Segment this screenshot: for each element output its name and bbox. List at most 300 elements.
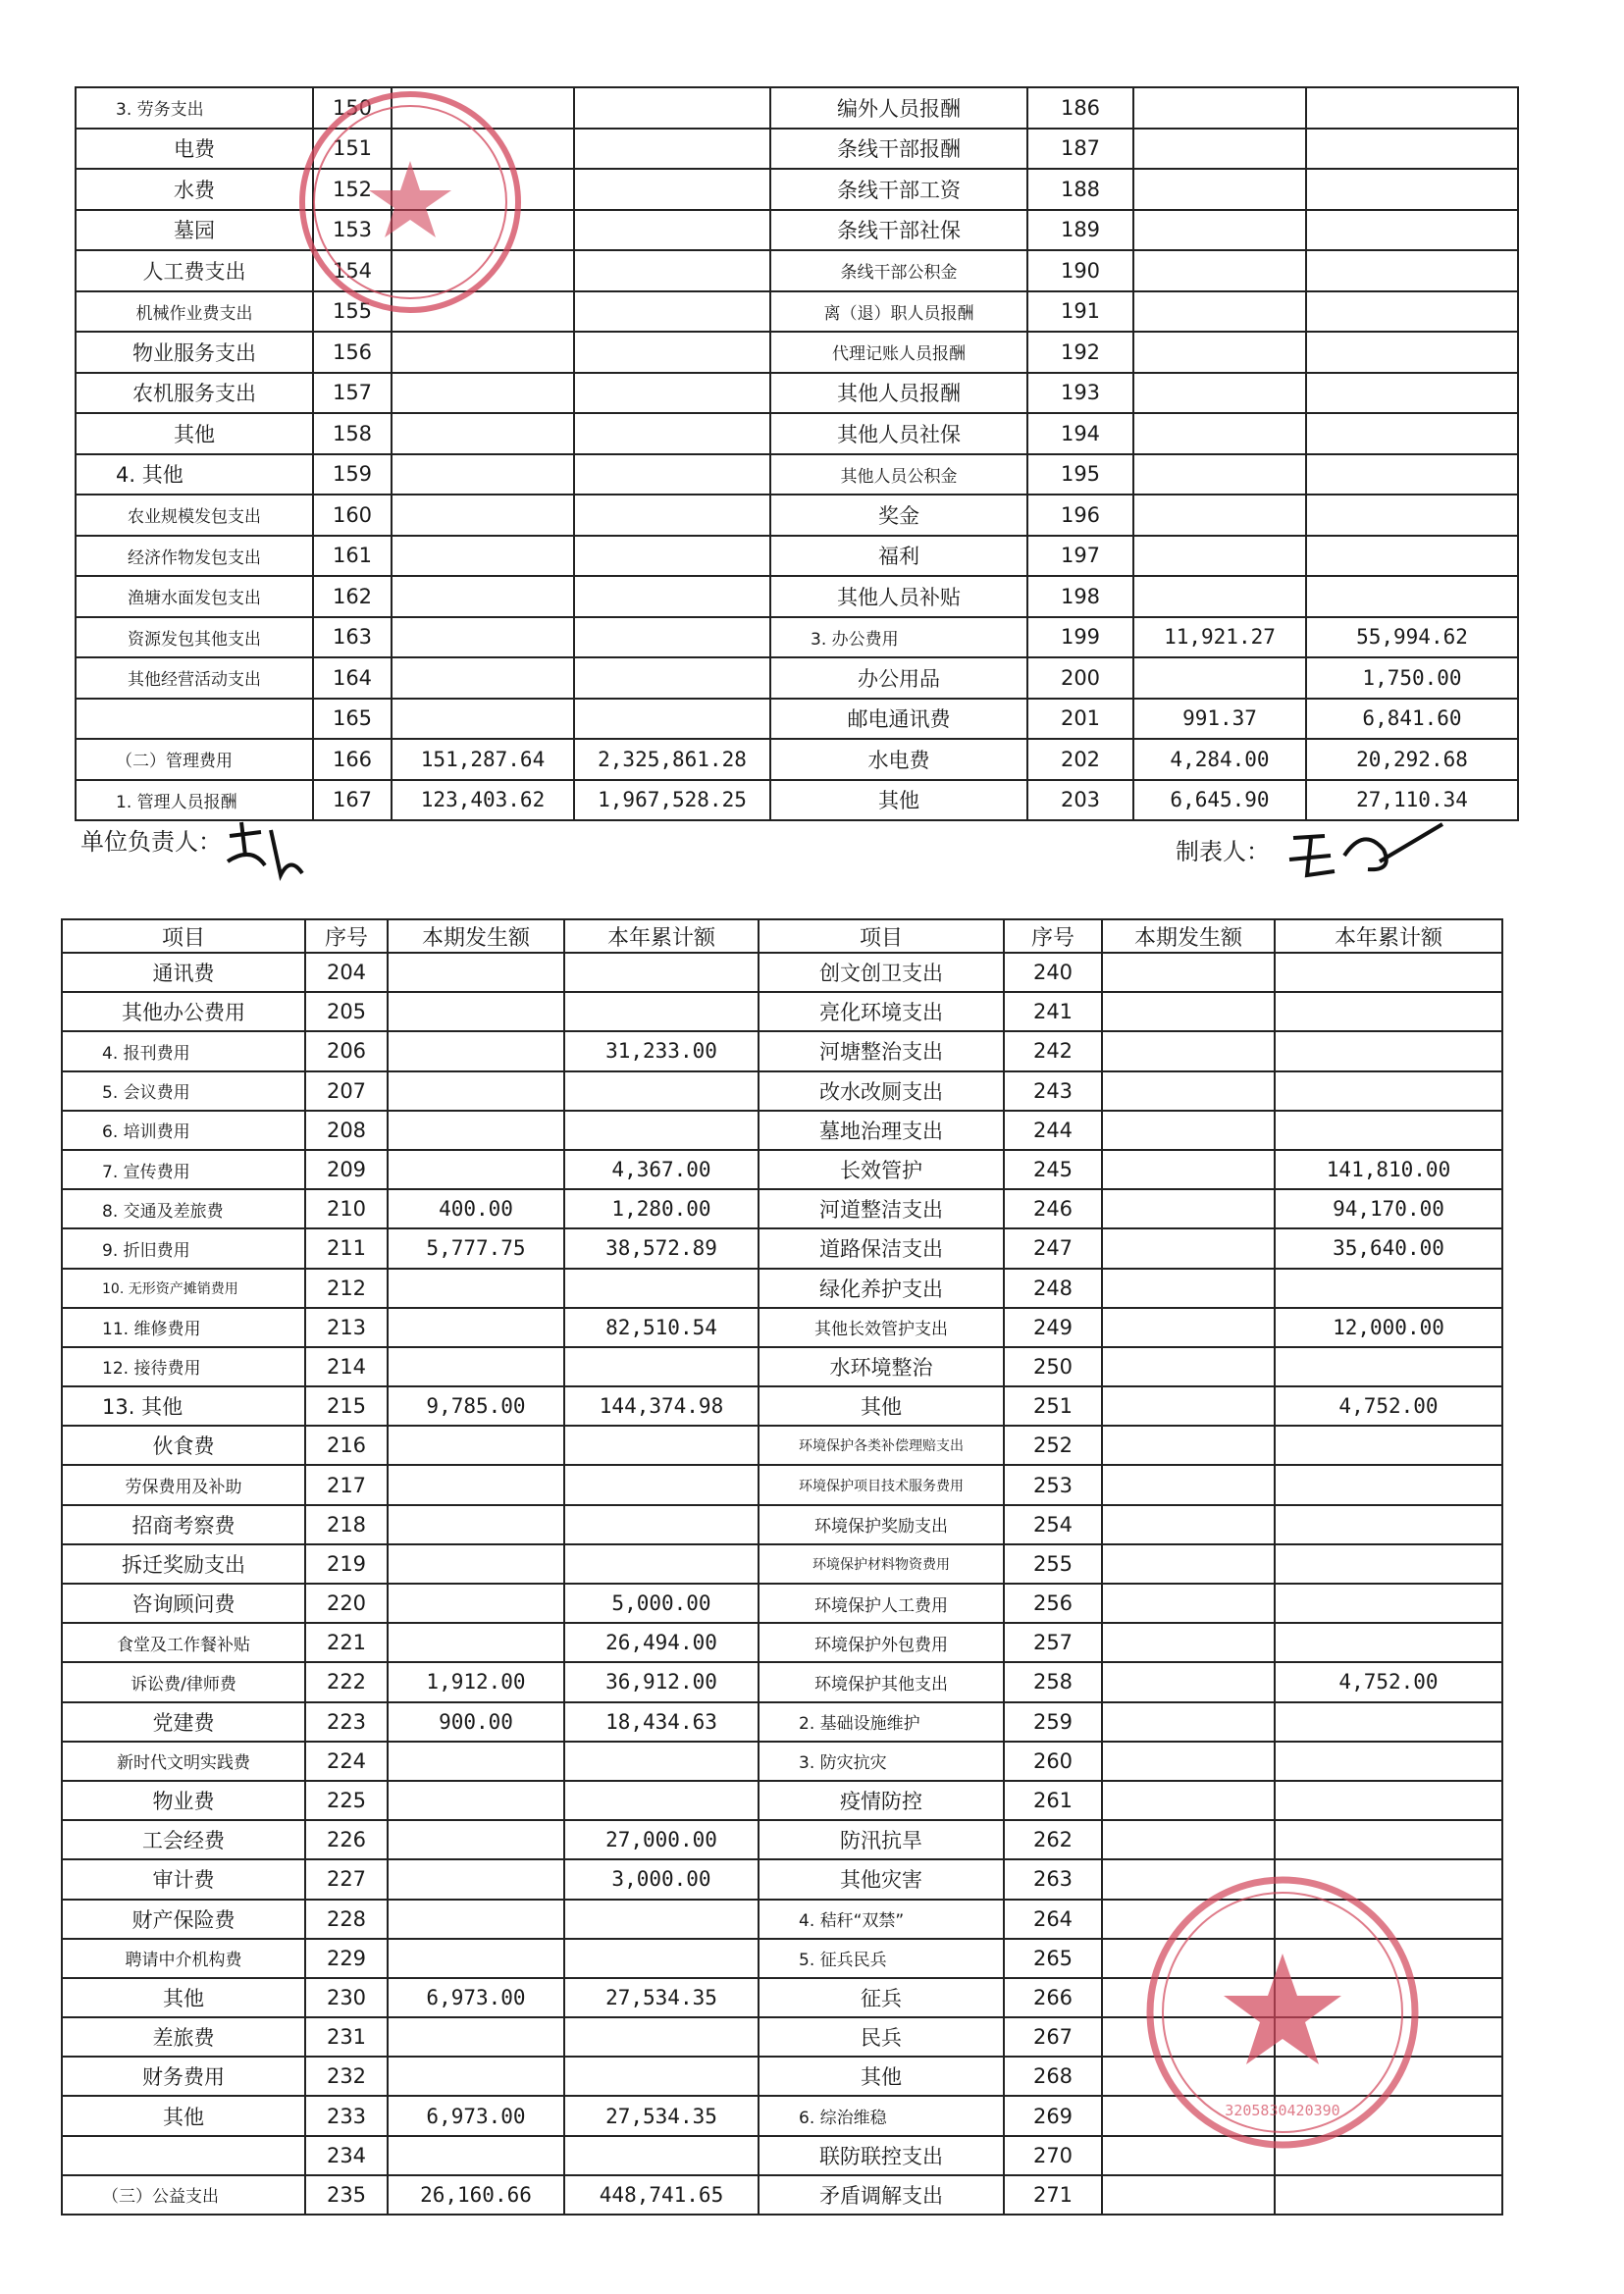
cell-period-amount-right — [1133, 87, 1306, 129]
cell-ytd-amount — [564, 1426, 759, 1465]
cell-period-amount-right — [1133, 291, 1306, 333]
cell-period-amount — [388, 1308, 564, 1347]
cell-ytd-amount: 5,000.00 — [564, 1584, 759, 1623]
cell-period-amount-right — [1102, 1308, 1275, 1347]
cell-ytd-amount-right — [1306, 169, 1518, 210]
cell-ytd-amount — [574, 291, 770, 333]
cell-period-amount-right — [1102, 1071, 1275, 1111]
cell-ytd-amount-right: 141,810.00 — [1275, 1150, 1502, 1189]
cell-item-right: 亮化环境支出 — [759, 992, 1004, 1031]
cell-seq: 221 — [305, 1623, 388, 1662]
cell-item-right: 奖金 — [770, 495, 1027, 536]
table-row — [62, 1426, 1502, 1465]
cell-seq-right: 244 — [1004, 1111, 1102, 1150]
cell-ytd-amount-right — [1275, 953, 1502, 992]
cell-seq: 214 — [305, 1347, 388, 1386]
cell-ytd-amount-right — [1306, 87, 1518, 129]
cell-ytd-amount-right — [1306, 332, 1518, 373]
cell-seq-right: 261 — [1004, 1781, 1102, 1820]
cell-seq-right: 250 — [1004, 1347, 1102, 1386]
table-row — [62, 1465, 1502, 1504]
cell-period-amount — [388, 1150, 564, 1189]
cell-seq-right: 259 — [1004, 1702, 1102, 1742]
cell-seq-right: 264 — [1004, 1900, 1102, 1939]
cell-period-amount-right — [1133, 129, 1306, 170]
cell-seq-right: 190 — [1027, 250, 1133, 291]
cell-seq-right: 251 — [1004, 1386, 1102, 1426]
table-row — [76, 413, 1518, 454]
table-row — [62, 992, 1502, 1031]
cell-seq: 204 — [305, 953, 388, 992]
cell-item-right: 5. 征兵民兵 — [759, 1939, 1004, 1978]
cell-item-right: 矛盾调解支出 — [759, 2175, 1004, 2215]
cell-ytd-amount-right — [1275, 1347, 1502, 1386]
cell-item-right: 环境保护各类补偿理赔支出 — [759, 1426, 1004, 1465]
cell-ytd-amount — [574, 536, 770, 577]
cell-period-amount-right — [1102, 1269, 1275, 1308]
cell-ytd-amount — [574, 169, 770, 210]
cell-ytd-amount-right — [1275, 992, 1502, 1031]
table-row — [76, 617, 1518, 658]
cell-item: 诉讼费/律师费 — [62, 1662, 305, 1701]
cell-item: 伙食费 — [62, 1426, 305, 1465]
cell-ytd-amount: 31,233.00 — [564, 1031, 759, 1070]
cell-ytd-amount-right: 12,000.00 — [1275, 1308, 1502, 1347]
cell-item: 通讯费 — [62, 953, 305, 992]
cell-seq: 224 — [305, 1742, 388, 1781]
cell-item-right: 2. 基础设施维护 — [759, 1702, 1004, 1742]
cell-ytd-amount: 3,000.00 — [564, 1859, 759, 1899]
cell-item-right: 邮电通讯费 — [770, 699, 1027, 740]
cell-seq-right: 258 — [1004, 1662, 1102, 1701]
cell-ytd-amount — [574, 657, 770, 699]
cell-ytd-amount-right: 4,752.00 — [1275, 1662, 1502, 1701]
cell-ytd-amount — [564, 1071, 759, 1111]
cell-item: 其他经营活动支出 — [76, 657, 313, 699]
cell-seq-right: 268 — [1004, 2057, 1102, 2096]
cell-item-right: 4. 秸秆“双禁” — [759, 1900, 1004, 1939]
header-item-right: 项目 — [759, 919, 1004, 953]
table-row — [62, 1820, 1502, 1859]
cell-item-right: 6. 综治维稳 — [759, 2096, 1004, 2135]
cell-period-amount-right — [1102, 1189, 1275, 1228]
cell-item-right: 绿化养护支出 — [759, 1269, 1004, 1308]
cell-seq: 165 — [313, 699, 392, 740]
cell-item-right: 编外人员报酬 — [770, 87, 1027, 129]
cell-period-amount — [388, 1939, 564, 1978]
cell-item: 水费 — [76, 169, 313, 210]
cell-item: 党建费 — [62, 1702, 305, 1742]
cell-seq: 231 — [305, 2017, 388, 2057]
cell-period-amount-right — [1102, 1465, 1275, 1504]
cell-item-right: 环境保护材料物资费用 — [759, 1544, 1004, 1584]
cell-ytd-amount-right — [1275, 1269, 1502, 1308]
cell-item: 其他办公费用 — [62, 992, 305, 1031]
cell-seq: 157 — [313, 373, 392, 414]
cell-ytd-amount-right — [1306, 454, 1518, 495]
cell-ytd-amount-right: 27,110.34 — [1306, 780, 1518, 821]
cell-ytd-amount — [564, 992, 759, 1031]
cell-seq-right: 263 — [1004, 1859, 1102, 1899]
cell-item-right: 条线干部公积金 — [770, 250, 1027, 291]
cell-seq-right: 187 — [1027, 129, 1133, 170]
cell-period-amount: 26,160.66 — [388, 2175, 564, 2215]
cell-seq-right: 255 — [1004, 1544, 1102, 1584]
cell-seq-right: 249 — [1004, 1308, 1102, 1347]
cell-ytd-amount: 144,374.98 — [564, 1386, 759, 1426]
cell-period-amount — [388, 1465, 564, 1504]
cell-seq: 167 — [313, 780, 392, 821]
cell-item: 审计费 — [62, 1859, 305, 1899]
cell-period-amount: 5,777.75 — [388, 1228, 564, 1268]
cell-period-amount — [392, 373, 574, 414]
cell-ytd-amount — [564, 1900, 759, 1939]
cell-period-amount-right — [1102, 1584, 1275, 1623]
cell-period-amount — [392, 454, 574, 495]
cell-ytd-amount-right — [1306, 576, 1518, 617]
cell-seq: 211 — [305, 1228, 388, 1268]
header-period-amount-right: 本期发生额 — [1102, 919, 1275, 953]
cell-item: 经济作物发包支出 — [76, 536, 313, 577]
cell-period-amount-right — [1102, 992, 1275, 1031]
cell-period-amount-right — [1102, 1111, 1275, 1150]
cell-ytd-amount — [564, 2057, 759, 2096]
preparer-label: 制表人： — [1176, 838, 1270, 865]
cell-ytd-amount — [564, 1544, 759, 1584]
cell-ytd-amount — [574, 576, 770, 617]
cell-ytd-amount-right: 20,292.68 — [1306, 739, 1518, 780]
cell-seq-right: 256 — [1004, 1584, 1102, 1623]
cell-item: （三）公益支出 — [62, 2175, 305, 2215]
cell-item-right: 墓地治理支出 — [759, 1111, 1004, 1150]
cell-ytd-amount — [564, 953, 759, 992]
cell-period-amount-right: 11,921.27 — [1133, 617, 1306, 658]
cell-period-amount: 123,403.62 — [392, 780, 574, 821]
cell-item-right: 疫情防控 — [759, 1781, 1004, 1820]
cell-ytd-amount: 2,325,861.28 — [574, 739, 770, 780]
cell-ytd-amount-right — [1306, 495, 1518, 536]
table-row — [62, 1662, 1502, 1701]
cell-ytd-amount: 27,000.00 — [564, 1820, 759, 1859]
cell-seq-right: 267 — [1004, 2017, 1102, 2057]
top-table — [75, 86, 1519, 821]
cell-period-amount — [392, 332, 574, 373]
cell-seq: 232 — [305, 2057, 388, 2096]
cell-period-amount: 9,785.00 — [388, 1386, 564, 1426]
cell-item: 农机服务支出 — [76, 373, 313, 414]
cell-seq: 207 — [305, 1071, 388, 1111]
cell-item: 食堂及工作餐补贴 — [62, 1623, 305, 1662]
cell-ytd-amount — [574, 413, 770, 454]
cell-item-right: 条线干部社保 — [770, 210, 1027, 251]
cell-item: 工会经费 — [62, 1820, 305, 1859]
cell-item — [62, 2136, 305, 2175]
cell-item: 9. 折旧费用 — [62, 1228, 305, 1268]
cell-seq: 217 — [305, 1465, 388, 1504]
cell-period-amount — [392, 413, 574, 454]
cell-period-amount — [388, 1584, 564, 1623]
table-row — [76, 332, 1518, 373]
cell-seq-right: 262 — [1004, 1820, 1102, 1859]
cell-seq-right: 193 — [1027, 373, 1133, 414]
cell-seq: 226 — [305, 1820, 388, 1859]
cell-period-amount-right — [1133, 413, 1306, 454]
cell-item: 劳保费用及补助 — [62, 1465, 305, 1504]
cell-item-right: 环境保护奖励支出 — [759, 1505, 1004, 1544]
cell-seq: 158 — [313, 413, 392, 454]
cell-item: 4. 报刊费用 — [62, 1031, 305, 1070]
cell-seq-right: 196 — [1027, 495, 1133, 536]
cell-period-amount: 6,973.00 — [388, 2096, 564, 2135]
table-row — [76, 699, 1518, 740]
cell-seq: 150 — [313, 87, 392, 129]
cell-seq-right: 254 — [1004, 1505, 1102, 1544]
cell-item-right: 3. 防灾抗灾 — [759, 1742, 1004, 1781]
cell-seq: 208 — [305, 1111, 388, 1150]
cell-ytd-amount — [564, 1347, 759, 1386]
cell-item: 渔塘水面发包支出 — [76, 576, 313, 617]
cell-item-right: 福利 — [770, 536, 1027, 577]
cell-seq-right: 202 — [1027, 739, 1133, 780]
table-row — [62, 1111, 1502, 1150]
cell-ytd-amount — [574, 495, 770, 536]
cell-seq: 219 — [305, 1544, 388, 1584]
cell-ytd-amount-right — [1306, 373, 1518, 414]
cell-period-amount-right — [1102, 1228, 1275, 1268]
cell-item-right: 其他人员报酬 — [770, 373, 1027, 414]
table-row — [76, 495, 1518, 536]
cell-seq-right: 252 — [1004, 1426, 1102, 1465]
cell-item: 8. 交通及差旅费 — [62, 1189, 305, 1228]
cell-seq-right: 243 — [1004, 1071, 1102, 1111]
cell-ytd-amount — [574, 617, 770, 658]
header-item: 项目 — [62, 919, 305, 953]
cell-seq: 213 — [305, 1308, 388, 1347]
cell-item-right: 其他 — [759, 2057, 1004, 2096]
cell-period-amount-right — [1133, 536, 1306, 577]
cell-ytd-amount: 1,967,528.25 — [574, 780, 770, 821]
cell-ytd-amount-right — [1306, 250, 1518, 291]
cell-seq-right: 246 — [1004, 1189, 1102, 1228]
unit-head-signature — [222, 816, 310, 885]
cell-period-amount-right: 6,645.90 — [1133, 780, 1306, 821]
table-row — [62, 1742, 1502, 1781]
table-row — [76, 739, 1518, 780]
table-row — [76, 536, 1518, 577]
cell-ytd-amount — [564, 1269, 759, 1308]
cell-period-amount: 151,287.64 — [392, 739, 574, 780]
cell-item: 财产保险费 — [62, 1900, 305, 1939]
table-row — [62, 1031, 1502, 1070]
cell-seq: 233 — [305, 2096, 388, 2135]
cell-item: 13. 其他 — [62, 1386, 305, 1426]
table-row — [62, 1150, 1502, 1189]
cell-seq-right: 260 — [1004, 1742, 1102, 1781]
cell-item-right: 环境保护外包费用 — [759, 1623, 1004, 1662]
village-supervision-seal — [1140, 1870, 1425, 2155]
cell-item-right: 环境保护人工费用 — [759, 1584, 1004, 1623]
cell-ytd-amount-right: 1,750.00 — [1306, 657, 1518, 699]
cell-seq-right: 269 — [1004, 2096, 1102, 2135]
cell-ytd-amount-right — [1275, 1031, 1502, 1070]
table-row — [62, 1228, 1502, 1268]
cell-seq: 220 — [305, 1584, 388, 1623]
cell-item-right: 创文创卫支出 — [759, 953, 1004, 992]
table-row — [62, 1781, 1502, 1820]
cell-ytd-amount — [574, 454, 770, 495]
cell-item-right: 其他人员公积金 — [770, 454, 1027, 495]
header-ytd-amount: 本年累计额 — [564, 919, 759, 953]
cell-item: 财务费用 — [62, 2057, 305, 2096]
cell-ytd-amount-right — [1275, 1544, 1502, 1584]
cell-seq: 152 — [313, 169, 392, 210]
seal-code: 3205830420390 — [1225, 2102, 1340, 2119]
cell-period-amount — [388, 1071, 564, 1111]
cell-period-amount-right — [1102, 1426, 1275, 1465]
cell-item: 电费 — [76, 129, 313, 170]
cell-item: 4. 其他 — [76, 454, 313, 495]
cell-seq: 215 — [305, 1386, 388, 1426]
cell-item-right: 环境保护项目技术服务费用 — [759, 1465, 1004, 1504]
table-row — [76, 454, 1518, 495]
cell-seq: 166 — [313, 739, 392, 780]
cell-seq-right: 241 — [1004, 992, 1102, 1031]
cell-period-amount — [392, 657, 574, 699]
cell-item: 拆迁奖励支出 — [62, 1544, 305, 1584]
cell-period-amount — [392, 576, 574, 617]
cell-ytd-amount-right — [1275, 1623, 1502, 1662]
cell-period-amount-right — [1133, 657, 1306, 699]
cell-ytd-amount-right — [1275, 1426, 1502, 1465]
cell-item-right: 环境保护其他支出 — [759, 1662, 1004, 1701]
cell-seq: 230 — [305, 1978, 388, 2017]
cell-period-amount-right — [1133, 495, 1306, 536]
cell-period-amount — [388, 1505, 564, 1544]
cell-item: 资源发包其他支出 — [76, 617, 313, 658]
cell-ytd-amount-right — [1275, 2175, 1502, 2215]
cell-period-amount — [388, 2017, 564, 2057]
cell-item-right: 其他灾害 — [759, 1859, 1004, 1899]
cell-period-amount-right — [1102, 1505, 1275, 1544]
cell-seq: 228 — [305, 1900, 388, 1939]
header-row — [62, 919, 1502, 953]
cell-period-amount — [392, 536, 574, 577]
cell-seq: 212 — [305, 1269, 388, 1308]
cell-period-amount-right — [1102, 1623, 1275, 1662]
cell-ytd-amount: 4,367.00 — [564, 1150, 759, 1189]
cell-item-right: 离（退）职人员报酬 — [770, 291, 1027, 333]
cell-item: 5. 会议费用 — [62, 1071, 305, 1111]
cell-seq: 161 — [313, 536, 392, 577]
cell-ytd-amount-right — [1275, 1702, 1502, 1742]
cell-seq-right: 248 — [1004, 1269, 1102, 1308]
cell-ytd-amount — [564, 1781, 759, 1820]
cell-item-right: 民兵 — [759, 2017, 1004, 2057]
cell-period-amount-right — [1133, 169, 1306, 210]
cell-item: （二）管理费用 — [76, 739, 313, 780]
cell-period-amount-right — [1102, 1347, 1275, 1386]
cell-ytd-amount — [574, 332, 770, 373]
cell-seq: 235 — [305, 2175, 388, 2215]
cell-ytd-amount-right — [1275, 1071, 1502, 1111]
table-row — [62, 1544, 1502, 1584]
cell-period-amount: 1,912.00 — [388, 1662, 564, 1701]
cell-period-amount-right — [1102, 1742, 1275, 1781]
cell-item-right: 其他 — [759, 1386, 1004, 1426]
cell-seq-right: 265 — [1004, 1939, 1102, 1978]
cell-item-right: 其他长效管护支出 — [759, 1308, 1004, 1347]
cell-period-amount-right — [1102, 1544, 1275, 1584]
cell-period-amount: 400.00 — [388, 1189, 564, 1228]
header-ytd-amount-right: 本年累计额 — [1275, 919, 1502, 953]
cell-ytd-amount: 27,534.35 — [564, 2096, 759, 2135]
cell-seq-right: 203 — [1027, 780, 1133, 821]
cell-period-amount — [388, 1347, 564, 1386]
table-row — [62, 1623, 1502, 1662]
cell-seq: 156 — [313, 332, 392, 373]
cell-period-amount-right — [1102, 1662, 1275, 1701]
cell-period-amount — [388, 1900, 564, 1939]
cell-ytd-amount: 82,510.54 — [564, 1308, 759, 1347]
cell-item: 物业费 — [62, 1781, 305, 1820]
table-row — [76, 657, 1518, 699]
cell-item-right: 河塘整治支出 — [759, 1031, 1004, 1070]
cell-ytd-amount-right: 94,170.00 — [1275, 1189, 1502, 1228]
cell-ytd-amount-right — [1275, 1820, 1502, 1859]
cell-item-right: 防汛抗旱 — [759, 1820, 1004, 1859]
cell-ytd-amount: 38,572.89 — [564, 1228, 759, 1268]
cell-item: 农业规模发包支出 — [76, 495, 313, 536]
table-row — [62, 1505, 1502, 1544]
cell-ytd-amount — [564, 1742, 759, 1781]
cell-seq-right: 192 — [1027, 332, 1133, 373]
cell-seq: 209 — [305, 1150, 388, 1189]
cell-period-amount-right — [1133, 332, 1306, 373]
cell-item: 机械作业费支出 — [76, 291, 313, 333]
cell-item: 其他 — [62, 1978, 305, 2017]
cell-seq: 216 — [305, 1426, 388, 1465]
cell-item: 12. 接待费用 — [62, 1347, 305, 1386]
cell-ytd-amount — [574, 373, 770, 414]
cell-ytd-amount-right: 6,841.60 — [1306, 699, 1518, 740]
cell-ytd-amount — [564, 1465, 759, 1504]
cell-seq-right: 201 — [1027, 699, 1133, 740]
cell-seq-right: 200 — [1027, 657, 1133, 699]
cell-item-right: 水环境整治 — [759, 1347, 1004, 1386]
cell-item-right: 改水改厕支出 — [759, 1071, 1004, 1111]
cell-seq-right: 242 — [1004, 1031, 1102, 1070]
table-row — [62, 1584, 1502, 1623]
cell-period-amount-right — [1102, 1150, 1275, 1189]
table-row — [62, 953, 1502, 992]
cell-seq-right: 270 — [1004, 2136, 1102, 2175]
cell-ytd-amount-right: 4,752.00 — [1275, 1386, 1502, 1426]
cell-item: 招商考察费 — [62, 1505, 305, 1544]
cell-period-amount-right — [1102, 1702, 1275, 1742]
cell-seq-right: 253 — [1004, 1465, 1102, 1504]
cell-item-right: 其他人员补贴 — [770, 576, 1027, 617]
table-row — [62, 1071, 1502, 1111]
cell-seq-right: 199 — [1027, 617, 1133, 658]
cell-seq-right: 240 — [1004, 953, 1102, 992]
cell-period-amount — [388, 1781, 564, 1820]
cell-item-right: 其他人员社保 — [770, 413, 1027, 454]
cell-period-amount — [388, 1544, 564, 1584]
cell-item: 咨询顾问费 — [62, 1584, 305, 1623]
cell-ytd-amount — [564, 1939, 759, 1978]
cell-seq: 159 — [313, 454, 392, 495]
cell-seq-right: 191 — [1027, 291, 1133, 333]
